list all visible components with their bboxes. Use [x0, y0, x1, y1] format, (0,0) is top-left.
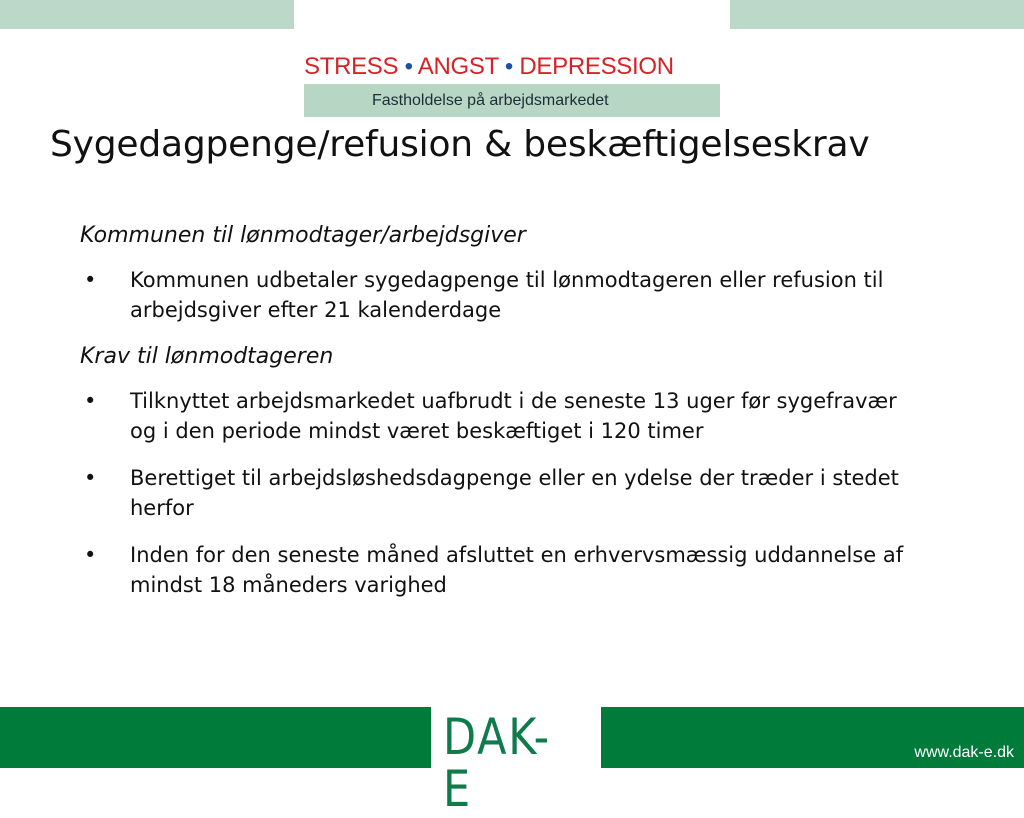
bullet-item [80, 386, 920, 446]
banner-title [304, 50, 720, 84]
slide-content [80, 221, 920, 617]
bullet-marker: • [84, 543, 97, 567]
banner-dot-1: • [404, 53, 413, 80]
banner-subtitle: Fastholdelse på arbejdsmarkedet [304, 84, 720, 117]
footer-bar [0, 707, 1024, 818]
section-heading: Krav til lønmodtageren [80, 344, 334, 369]
bullet-item [80, 265, 920, 325]
bullet-item [80, 463, 920, 523]
slide-title: Sygedagpenge/refusion & beskæftigelseskrav [50, 124, 870, 165]
bullet-text: Tilknyttet arbejdsmarkedet uafbrudt i de seneste 13 uger før sygefravær og i den periode mindst været beskæftiget i 120 timer [130, 389, 897, 443]
banner-word-angst: ANGST [417, 53, 499, 80]
section-heading: Kommunen til lønmodtager/arbejdsgiver [80, 223, 526, 248]
banner-word-stress: STRESS [304, 53, 399, 80]
bullet-marker: • [84, 466, 97, 490]
banner-word-depression: DEPRESSION [519, 53, 674, 80]
logo-box [431, 707, 601, 818]
bullet-marker: • [84, 389, 97, 413]
top-band-left [0, 0, 294, 29]
bullet-marker: • [84, 268, 97, 292]
header-banner [304, 50, 720, 117]
bullet-text: Berettiget til arbejdsløshedsdagpenge eller en ydelse der træder i stedet herfor [130, 466, 899, 520]
top-band-right [730, 0, 1024, 29]
dak-e-logo: DAK-E [443, 708, 551, 818]
banner-dot-2: • [504, 53, 513, 80]
bullet-item [80, 540, 920, 600]
footer-url[interactable]: www.dak-e.dk [914, 744, 1014, 761]
bullet-text: Kommunen udbetaler sygedagpenge til lønmodtageren eller refusion til arbejdsgiver efter 21 kalenderdage [130, 268, 884, 322]
bullet-text: Inden for den seneste måned afsluttet en erhvervsmæssig uddannelse af mindst 18 måneders varighed [130, 543, 904, 597]
